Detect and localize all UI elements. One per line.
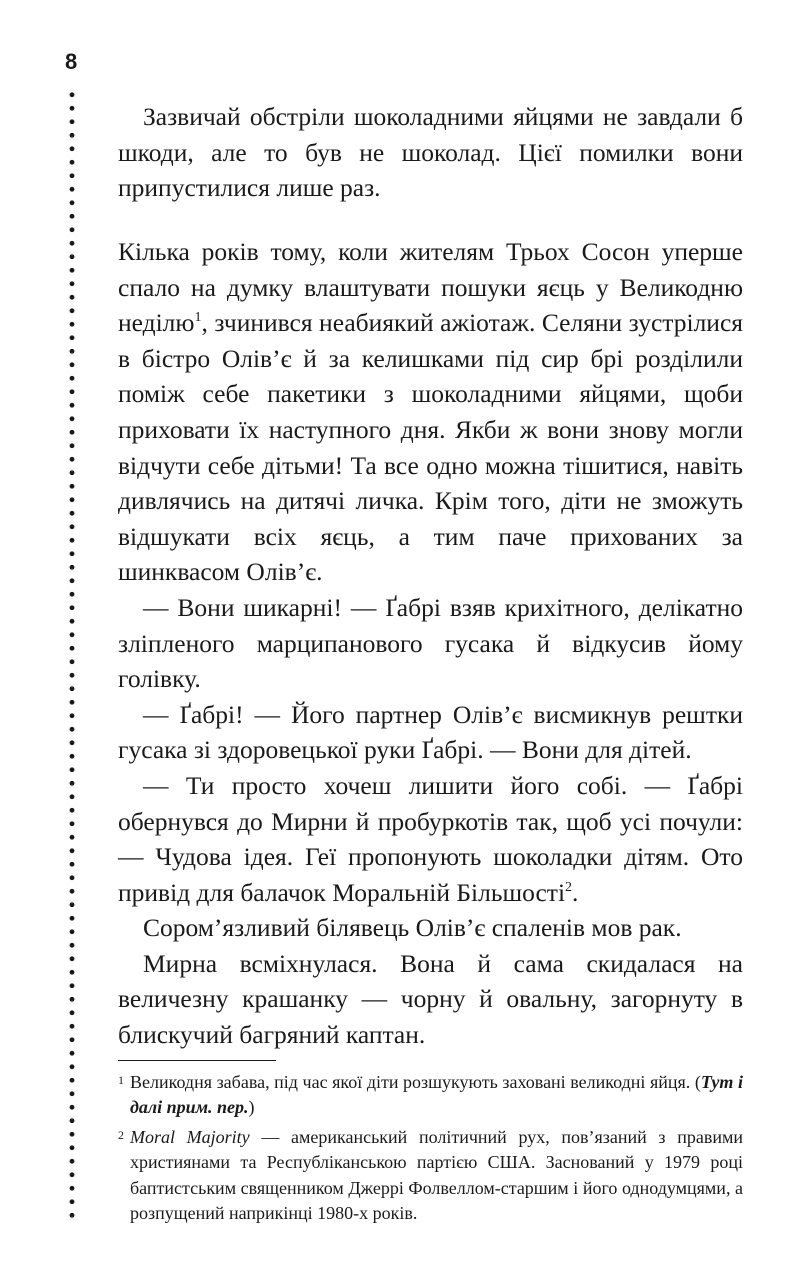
footnote-text: ) (248, 1097, 255, 1118)
paragraph (118, 946, 743, 1053)
paragraph-text: — Вони шикарні! — Ґабрі взяв крихітного, делікатно зліпленого марципанового гусака й відкусив йому голівку. (118, 592, 743, 694)
paragraph-text: — Ґабрі! — Його партнер Олів’є висмикнув рештки гусака зі здоровецької руки Ґабрі. — Вони для дітей. (118, 699, 743, 765)
paragraph-text: Мирна всміхнулася. Вона й сама скидалася на величезну крашанку — чорну й овальну, загорнуту в блискучий багряний каптан. (118, 948, 743, 1050)
dotted-margin-rule (69, 88, 75, 1220)
dialogue-paragraph (118, 590, 743, 697)
paragraph-text: — Ти просто хочеш лишити його собі. — Ґабрі обернувся до Мирни й пробуркотів так, щоб усі почули: — Чудова ідея. Геї пропонують шоколадки дітям. Ото привід для балачок Моральній Більшості (118, 770, 743, 907)
paragraph-text: , зчинився неабиякий ажіотаж. Селяни зустрілися в бістро Олів’є й за келишками під сир брі розділили поміж себе пакетики з шоколадними яйцями, щоби приховати їх наступного дня. Якби ж вони знову могли відчути себе дітьми! Та все одно можна тішитися, навіть дивлячись на дитячі личка. Крім того, діти не зможуть відшукати всіх яєць, а тим паче прихованих за шинквасом Олів’є. (118, 308, 743, 587)
footnotes (118, 1070, 743, 1230)
page-number: 8 (65, 49, 78, 74)
footnote-number: 1 (118, 1073, 124, 1087)
paragraph-text: Зазвичай обстріли шоколадними яйцями не завдали б шкоди, але то був не шоколад. Цієї помилки вони припустилися лише раз. (118, 102, 743, 203)
paragraph-text: . (572, 877, 579, 907)
dialogue-paragraph (118, 697, 743, 768)
footnote-ref[interactable]: 1 (194, 310, 202, 326)
footnote-emphasis: Тут і далі прим. пер. (130, 1072, 743, 1118)
footnote-text: — американський політичний рух, пов’язаний з правими християнами та Республіканською партією США. Заснований у 1979 році баптистським священником Джеррі Фолвеллом-старшим і його однодумцями, а розпущений наприкінці 1980-х років. (130, 1126, 743, 1224)
footnote-ref[interactable]: 2 (565, 879, 573, 895)
paragraph-text: Сором’язливий білявець Олів’є спаленів мов рак. (143, 913, 682, 943)
opening-paragraph-block (118, 99, 743, 206)
footnote-number: 2 (118, 1127, 124, 1142)
footnote-emphasis: Moral Majority (130, 1126, 250, 1147)
paragraph (118, 234, 743, 590)
paragraph-text: Кілька років тому, коли жителям Трьох Сосон уперше спало на думку влаштувати пошуки яєць у Великодню неділю (118, 237, 743, 338)
main-text-block (118, 234, 743, 1053)
footnote-separator (118, 1060, 276, 1061)
dialogue-paragraph (118, 768, 743, 910)
footnote-2 (118, 1125, 743, 1227)
paragraph (118, 910, 743, 946)
footnote-text: Великодня забава, під час якої діти розшукують заховані великодні яйця. ( (130, 1072, 701, 1092)
paragraph (118, 99, 743, 206)
footnote-1 (118, 1070, 743, 1121)
